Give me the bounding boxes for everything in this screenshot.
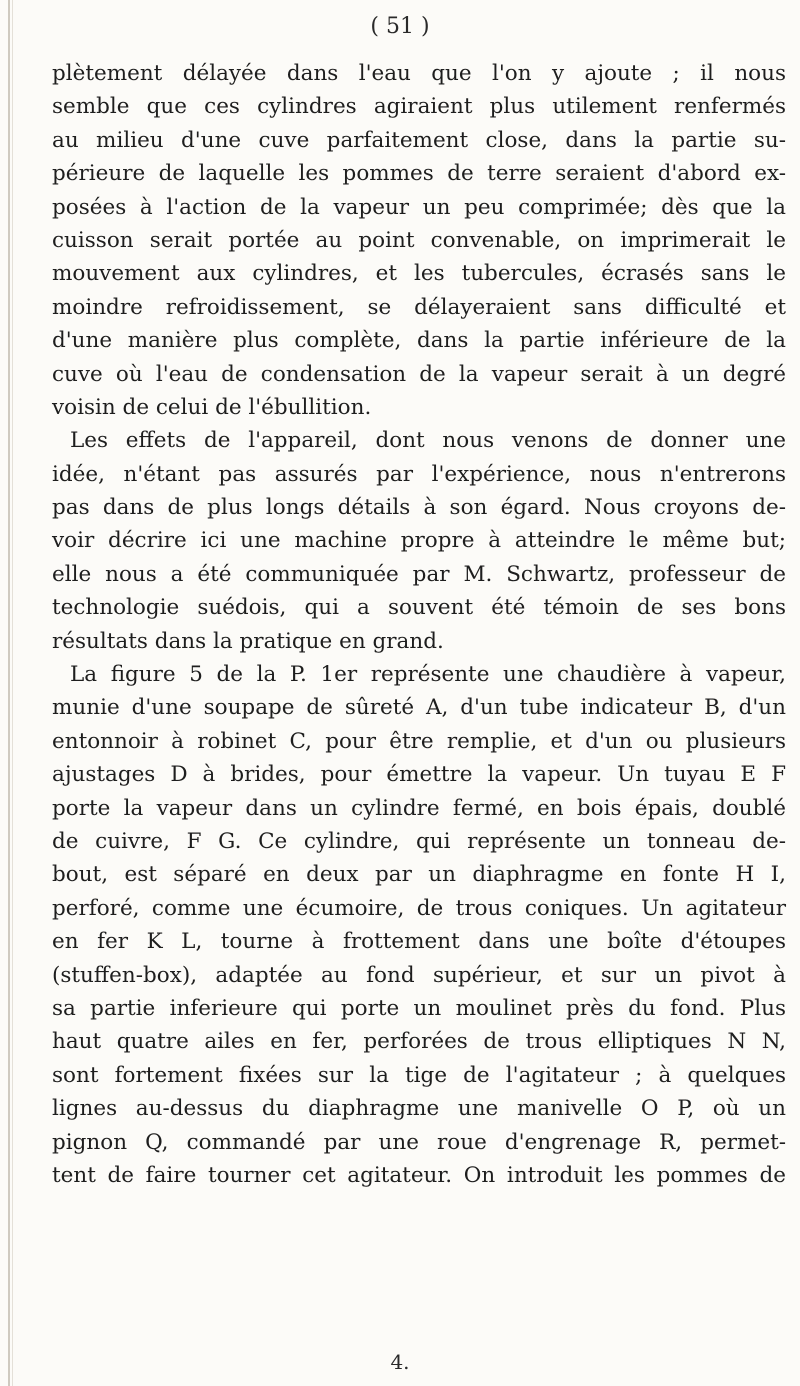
text-line: tent de faire tourner cet agitateur. On introduit les pommes de [52,1162,786,1188]
text-line: résultats dans la pratique en grand. [52,628,444,654]
text-line: en fer K L, tourne à frottement dans une boîte d'étoupes [52,929,786,955]
text-line: voir décrire ici une machine propre à atteindre le même but; [52,528,786,554]
text-line: sont fortement fixées sur la tige de l'agitateur ; à quelques [52,1062,786,1088]
text-line: (stuffen-box), adaptée au fond supérieur, et sur un pivot à [52,962,786,988]
text-line: posées à l'action de la vapeur un peu comprimée; dès que la [52,194,786,220]
text-line: pas dans de plus longs détails à son égard. Nous croyons de- [52,495,786,521]
text-line: porte la vapeur dans un cylindre fermé, en bois épais, doublé [52,795,786,821]
text-line: semble que ces cylindres agiraient plus utilement renfermés [52,94,786,120]
text-line: perforé, comme une écumoire, de trous coniques. Un agitateur [52,895,786,921]
binding-edge [8,0,10,1386]
text-line: périeure de laquelle les pommes de terre seraient d'abord ex- [52,161,786,187]
text-line: plètement délayée dans l'eau que l'on y ajoute ; il nous [52,61,786,86]
body-text [52,57,786,1192]
text-line: ajustages D à brides, pour émettre la vapeur. Un tuyau E F [52,762,786,788]
text-line: lignes au-dessus du diaphragme une manivelle O P, où un [52,1096,786,1122]
text-line: idée, n'étant pas assurés par l'expérience, nous n'entrerons [52,461,786,487]
signature-mark: 4. [390,1350,410,1374]
text-line: mouvement aux cylindres, et les tubercules, écrasés sans le [52,261,786,287]
text-line: voisin de celui de l'ébullition. [52,394,372,420]
text-line: cuve où l'eau de condensation de la vapeur serait à un degré [52,361,786,387]
text-line: cuisson serait portée au point convenable, on imprimerait le [52,227,786,253]
text-line: haut quatre ailes en fer, perforées de trous elliptiques N N, [52,1029,786,1055]
text-line: munie d'une soupape de sûreté A, d'un tube indicateur B, d'un [52,695,786,721]
text-line: bout, est séparé en deux par un diaphragme en fonte H I, [52,862,786,888]
text-line: sa partie inferieure qui porte un moulinet près du fond. Plus [52,995,786,1021]
text-line: de cuivre, F G. Ce cylindre, qui représente un tonneau de- [52,828,786,854]
text-line: elle nous a été communiquée par M. Schwartz, professeur de [52,561,786,587]
text-line: La figure 5 de la P. 1er représente une chaudière à vapeur, [70,662,786,688]
text-line: moindre refroidissement, se délayeraient sans difficulté et [52,294,786,320]
text-line: pignon Q, commandé par une roue d'engrenage R, permet- [52,1129,786,1155]
text-line: entonnoir à robinet C, pour être remplie, et d'un ou plusieurs [52,728,786,754]
page-number: ( 51 ) [370,14,430,39]
text-line: Les effets de l'appareil, dont nous venons de donner une [70,428,786,454]
text-line: technologie suédois, qui a souvent été témoin de ses bons [52,595,786,621]
binding-edge-shadow [12,0,13,1386]
text-line: d'une manière plus complète, dans la partie inférieure de la [52,328,786,354]
text-line: au milieu d'une cuve parfaitement close, dans la partie su- [52,127,786,153]
